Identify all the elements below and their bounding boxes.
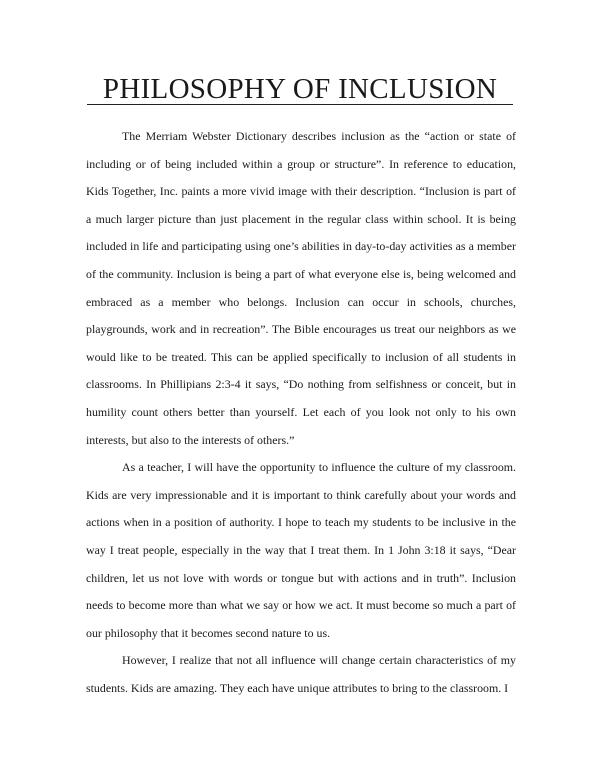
title-underline [87,104,513,105]
paragraph-definition: The Merriam Webster Dictionary describes inclusion as the “action or state of including or of being included within a group or structure”. In reference to education, Kids Together, Inc. paints a more vivid image with their description. “Inclusion is part of a much larger picture than just placement in the regular class within school. It is being included in life and participating using one’s abilities in day-to-day activities as a member of the community. Inclusion is being a part of what everyone else is, being welcomed and embraced as a member who belongs. Inclusion can occur in schools, churches, playgrounds, work and in recreation”. The Bible encourages us treat our neighbors as we would like to be treated. This can be applied specifically to inclusion of all students in classrooms. In Phillipians 2:3-4 it says, “Do nothing from selfishness or conceit, but in humility count others better than yourself. Let each of you look not only to his own interests, but also to the interests of others.” [86,129,516,447]
paragraph-teacher-influence: As a teacher, I will have the opportunity to influence the culture of my classroom. Kids are very impressionable and it is important to think carefully about your words and actions when in a position of authority. I hope to teach my students to be inclusive in the way I treat people, especially in the way that I treat them. In 1 John 3:18 it says, “Dear children, let us not love with words or tongue but with actions and in truth”. Inclusion needs to become more than what we say or how we act. It must become so much a part of our philosophy that it becomes second nature to us. [86,460,516,640]
document-body [86,123,516,702]
paragraph-unique-attributes: However, I realize that not all influence will change certain characteristics of my students. Kids are amazing. They each have unique attributes to bring to the classroom. I [86,653,516,695]
page-title: PHILOSOPHY OF INCLUSION [102,73,498,105]
